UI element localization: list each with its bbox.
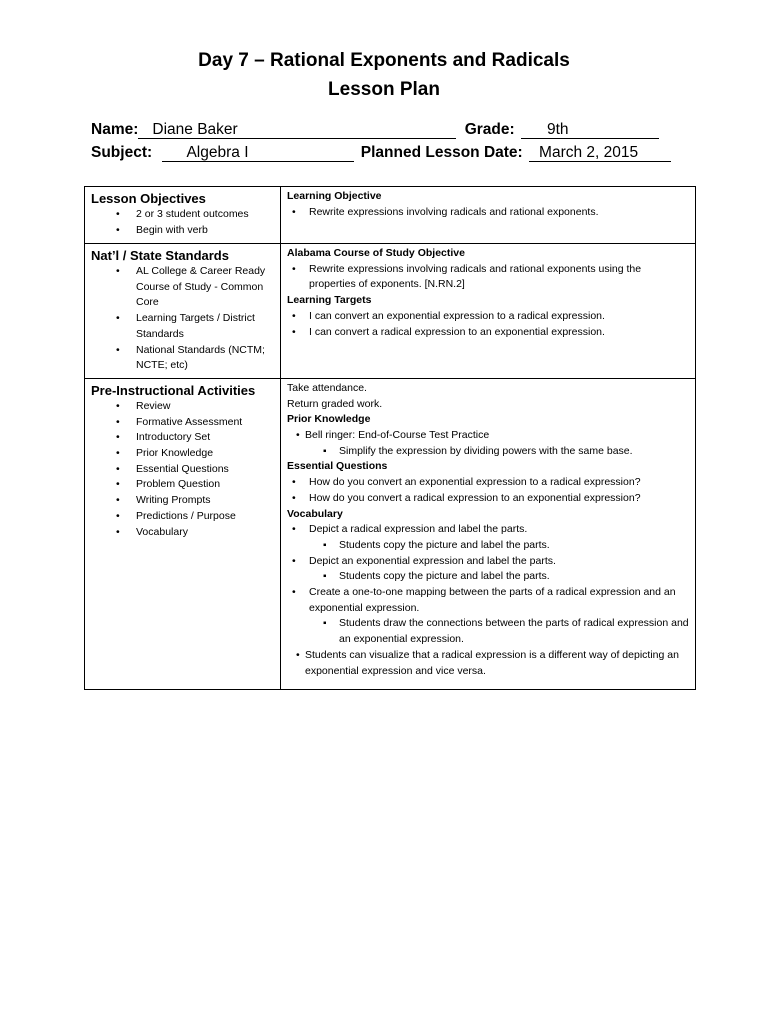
list-item: • Rewrite expressions involving radicals and rational exponents.: [287, 205, 690, 221]
list-item: ▪ Students copy the picture and label the parts.: [287, 538, 690, 554]
list-item: ▪ Students copy the picture and label the parts.: [287, 569, 690, 585]
list-item: ▪ Simplify the expression by dividing powers with the same base.: [287, 444, 690, 460]
list-item: • AL College & Career Ready Course of Study - Common Core: [91, 264, 275, 311]
grade-field: 9th: [521, 121, 659, 139]
list-item: • How do you convert a radical expression to an exponential expression?: [287, 491, 690, 507]
list-item: • Prior Knowledge: [91, 446, 275, 462]
standards-row: [85, 244, 696, 379]
list-item: • Vocabulary: [91, 525, 275, 541]
attendance-text: Take attendance.: [287, 381, 367, 394]
list-item: • Review: [91, 399, 275, 415]
subject-label: Subject:: [91, 144, 153, 161]
lesson-objectives-heading: Lesson Objectives: [91, 191, 206, 206]
learning-targets-heading: Learning Targets: [287, 294, 372, 307]
list-item: • 2 or 3 student outcomes: [91, 207, 275, 223]
list-item: • Begin with verb: [91, 223, 275, 239]
list-item: • Problem Question: [91, 477, 275, 493]
essential-questions-heading: Essential Questions: [287, 460, 388, 473]
pre-instructional-row: [85, 378, 696, 689]
list-item: • Formative Assessment: [91, 415, 275, 431]
subject-field: Algebra I: [162, 144, 354, 162]
lesson-plan-table: [84, 186, 696, 690]
list-item: • How do you convert an exponential expression to a radical expression?: [287, 475, 690, 491]
grade-label: Grade:: [464, 121, 515, 138]
subject-date-row: [91, 144, 671, 162]
list-item: • Create a one-to-one mapping between the parts of a radical expression and an exponential expression.: [287, 585, 690, 616]
visualize-text: • Students can visualize that a radical expression is a different way of depicting an exponential expression and vice versa.: [287, 648, 690, 679]
list-item: • Essential Questions: [91, 462, 275, 478]
name-label: Name:: [91, 121, 139, 138]
list-item: • National Standards (NCTM; NCTE; etc): [91, 343, 275, 374]
list-item: • Rewrite expressions involving radicals and rational exponents using the properties of exponents. [N.RN.2]: [287, 262, 690, 293]
list-item: • Depict a radical expression and label the parts.: [287, 522, 690, 538]
page-subtitle: Lesson Plan: [328, 79, 440, 100]
list-item: • Learning Targets / District Standards: [91, 311, 275, 342]
bell-ringer-text: • Bell ringer: End-of-Course Test Practice: [287, 428, 690, 444]
list-item: • Writing Prompts: [91, 493, 275, 509]
name-field: Diane Baker: [138, 121, 456, 139]
list-item: • I can convert a radical expression to an exponential expression.: [287, 325, 690, 341]
date-field: March 2, 2015: [529, 144, 671, 162]
prior-knowledge-heading: Prior Knowledge: [287, 413, 371, 426]
learning-objective-heading: Learning Objective: [287, 190, 382, 202]
list-item: • Predictions / Purpose: [91, 509, 275, 525]
graded-work-text: Return graded work.: [287, 397, 383, 410]
name-grade-row: [91, 121, 659, 139]
list-item: • Introductory Set: [91, 430, 275, 446]
list-item: ▪ Students draw the connections between the parts of radical expression and an exponential expression.: [287, 616, 690, 647]
vocabulary-heading: Vocabulary: [287, 507, 343, 520]
page-title: Day 7 – Rational Exponents and Radicals: [198, 50, 570, 71]
date-label: Planned Lesson Date:: [360, 144, 523, 161]
pre-instructional-heading: Pre-Instructional Activities: [91, 382, 256, 398]
standards-heading: Nat’l / State Standards: [91, 248, 229, 263]
objectives-row: [85, 187, 696, 244]
alabama-objective-heading: Alabama Course of Study Objective: [287, 247, 465, 259]
list-item: • I can convert an exponential expression to a radical expression.: [287, 309, 690, 325]
list-item: • Depict an exponential expression and label the parts.: [287, 554, 690, 570]
